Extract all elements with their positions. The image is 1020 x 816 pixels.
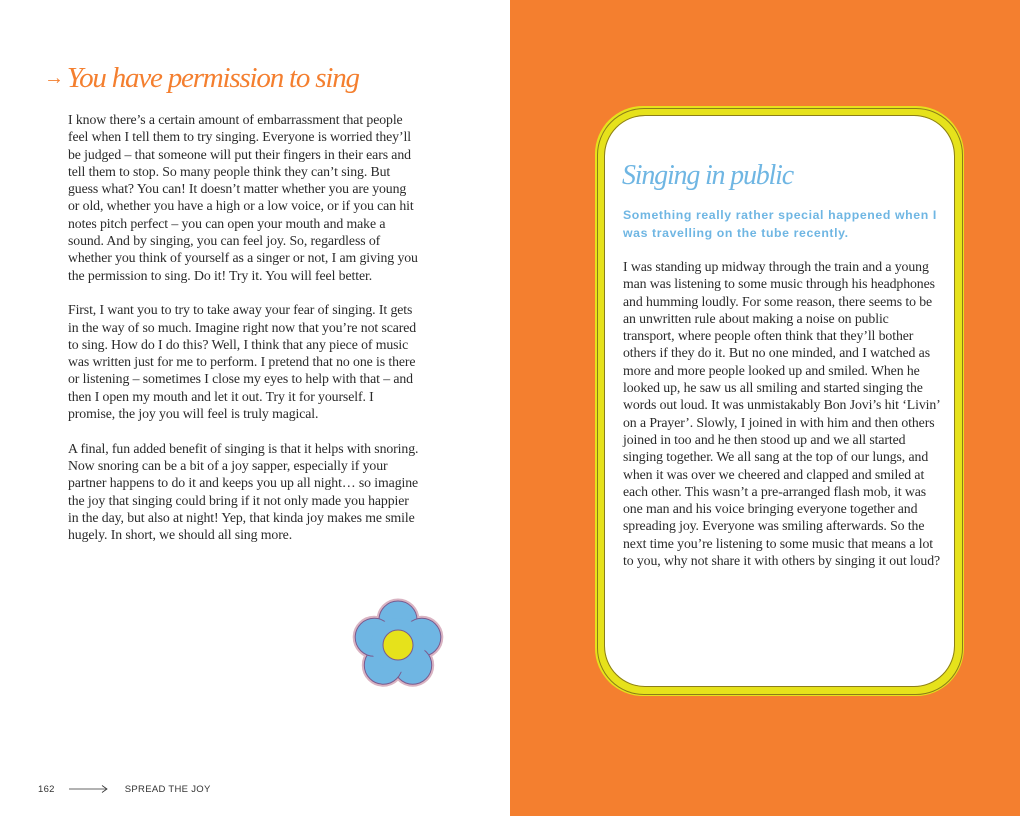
right-arrow-icon: → xyxy=(44,67,63,89)
card-title: Singing in public xyxy=(622,160,793,191)
paragraph-1: I know there’s a certain amount of embarrassment that people feel when I tell them to try singing. Everyone is worried they’ll be judged – that someone will put their fingers in their ears and tell them to stop. So many people think they can’t sing. But guess what? You can! It doesn’t matter whether you are young or old, whether you have a high or a low voice, or if you can hit notes pitch perfect – you can open your mouth and make a sound. And by singing, you can feel joy. So, regardless of whether you think of yourself as a singer or not, I am giving you the permission to sing. Do it! Try it. You will feel better. xyxy=(68,112,418,283)
feature-card-panel xyxy=(605,116,954,686)
card-subtitle: Something really rather special happened when I was travelling on the tube recently. xyxy=(623,208,937,240)
section-name: SPREAD THE JOY xyxy=(124,783,211,795)
flower-icon xyxy=(352,598,444,692)
paragraph-2: First, I want you to try to take away your fear of singing. It gets in the way of so much. Imagine right now that you’re not scared to sing. How do I do this? Well, I think that any piece of music was written just for me to perform. I pretend that no one is there or listening – sometimes I close my eyes to help with that – and then I open my mouth and let it out. Try it for yourself. I promise, the joy you will feel is truly magical. xyxy=(68,302,417,422)
section-heading xyxy=(44,62,359,95)
page-footer xyxy=(38,782,211,796)
page-number: 162 xyxy=(38,783,55,795)
body-text xyxy=(68,111,420,561)
feature-card xyxy=(595,106,964,696)
long-right-arrow-icon xyxy=(69,784,109,794)
section-heading-text: You have permission to sing xyxy=(66,62,359,94)
paragraph-3: A final, fun added benefit of singing is that it helps with snoring. Now snoring can be a bit of a joy sapper, especially if your partner happens to do it and keeps you up all night… so imagine the joy that singing could bring if it not only made you happier in the day, but also at night! Yep, that kinda joy makes me smile hugely. In short, we should all sing more. xyxy=(68,440,419,543)
card-body: I was standing up midway through the train and a young man was listening to some music through his headphones and humming loudly. For some reason, there seems to be an unwritten rule about making a noise on public transport, where people often think that they’ll bother others if they do it. But no one minded, and I watched as more and more people looked up and smiled. When he looked up, he saw us all smiling and started singing the words out loud. It was unmistakably Bon Jovi’s hit ‘Livin’ on a Prayer’. Slowly, I joined in with him and then others joined in too and he then stood up and we all started singing together. We all sang at the top of our lungs, and when it was over we cheered and clapped and smiled at each other. This wasn’t a pre-arranged flash mob, it was one man and his voice bringing everyone together and spreading joy. Everyone was smiling afterwards. So the next time you’re listening to some music that means a lot to you, why not share it with others by singing it out loud? xyxy=(623,259,941,569)
